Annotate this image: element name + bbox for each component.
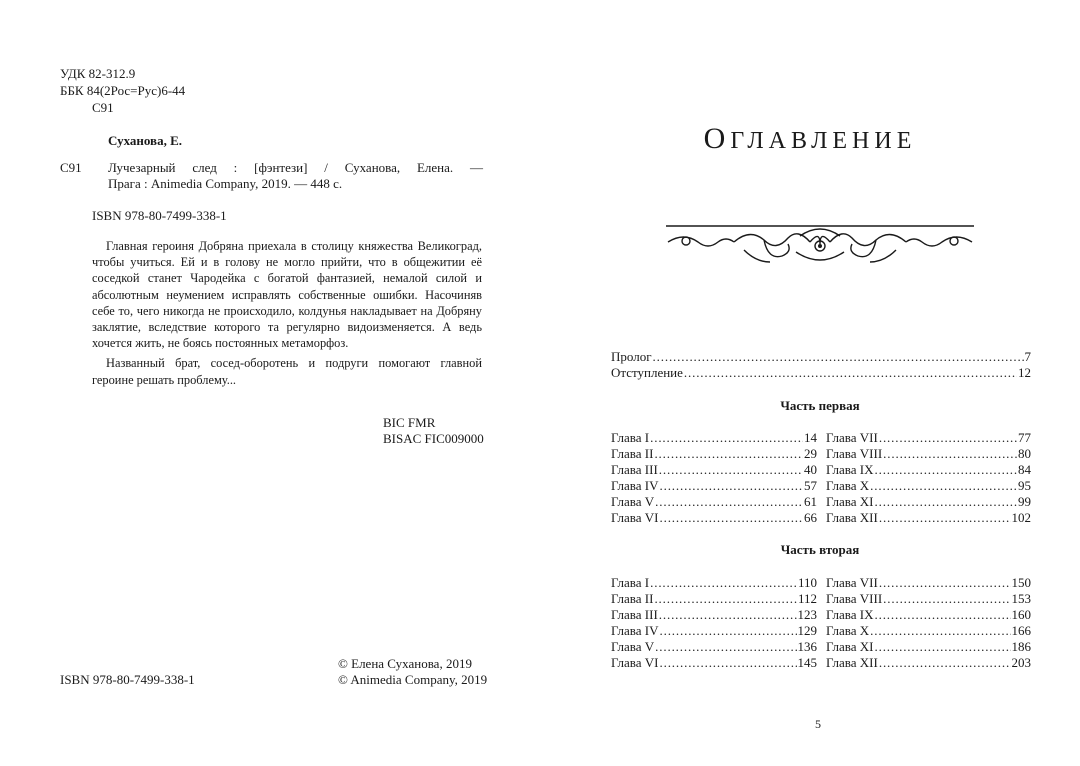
toc-entry-page: 123 xyxy=(797,607,817,622)
toc-entry-label: Глава III xyxy=(611,462,658,477)
toc-entry-page: 129 xyxy=(797,623,817,638)
toc-entry-chapter[interactable] xyxy=(611,494,817,510)
toc-entry-digression[interactable] xyxy=(611,365,1031,381)
toc-entry-chapter[interactable] xyxy=(826,607,1031,623)
toc-entry-page: 12 xyxy=(1018,365,1031,380)
toc-entry-page: 166 xyxy=(1011,623,1031,638)
bbk-code: ББК 84(2Рос=Рус)6-44 xyxy=(60,83,186,98)
toc-entry-page: 160 xyxy=(1011,607,1031,622)
page-number: 5 xyxy=(815,717,821,731)
annotation xyxy=(92,238,482,392)
toc-entry-chapter[interactable] xyxy=(611,462,817,478)
toc-entry-chapter[interactable] xyxy=(611,591,817,607)
toc-entry-page: 102 xyxy=(1011,510,1031,525)
author-heading: Суханова, Е. xyxy=(108,133,183,148)
toc-entry-page: 153 xyxy=(1011,591,1031,606)
toc-entry-page: 145 xyxy=(797,655,817,670)
toc-entry-chapter[interactable] xyxy=(826,446,1031,462)
ornament-divider-icon xyxy=(664,222,976,270)
toc-entry-page: 110 xyxy=(797,575,817,590)
toc-leader-dots xyxy=(659,607,797,623)
toc-entry-chapter[interactable] xyxy=(826,575,1031,591)
toc-entry-label: Глава XI xyxy=(826,494,874,509)
toc-entry-chapter[interactable] xyxy=(611,510,817,526)
isbn-main: ISBN 978-80-7499-338-1 xyxy=(92,208,227,223)
toc-entry-chapter[interactable] xyxy=(611,623,817,639)
toc-entry-page: 61 xyxy=(804,494,817,509)
toc-entry-label: Глава IX xyxy=(826,607,874,622)
toc-leader-dots xyxy=(879,575,1011,591)
toc-entry-label: Отступление xyxy=(611,365,683,380)
toc-leader-dots xyxy=(870,623,1010,639)
toc-entry-label: Глава I xyxy=(611,575,650,590)
toc-entry-label: Глава IV xyxy=(611,623,659,638)
toc-entry-label: Глава IV xyxy=(611,478,659,493)
toc-entry-chapter[interactable] xyxy=(611,607,817,623)
toc-entry-chapter[interactable] xyxy=(611,478,817,494)
toc-entry-page: 203 xyxy=(1011,655,1031,670)
toc-entry-chapter[interactable] xyxy=(826,591,1031,607)
toc-entry-chapter[interactable] xyxy=(826,494,1031,510)
toc-title xyxy=(540,122,1080,156)
toc-entry-page: 136 xyxy=(797,639,817,654)
toc-leader-dots xyxy=(659,462,803,478)
isbn-bottom: ISBN 978-80-7499-338-1 xyxy=(60,672,195,687)
toc-entry-label: Глава V xyxy=(611,494,655,509)
toc-title-initial: О xyxy=(703,122,731,155)
toc-leader-dots xyxy=(870,478,1017,494)
toc-leader-dots xyxy=(883,446,1017,462)
toc-title-rest: ГЛАВЛЕНИЕ xyxy=(730,128,917,154)
copyright-author: © Елена Суханова, 2019 xyxy=(338,656,472,671)
toc-entry-chapter[interactable] xyxy=(611,575,817,591)
author-mark: С91 xyxy=(92,100,114,115)
toc-entry-label: Глава VIII xyxy=(826,446,883,461)
toc-entry-page: 84 xyxy=(1018,462,1031,477)
toc-entry-label: Глава IX xyxy=(826,462,874,477)
toc-entry-chapter[interactable] xyxy=(826,639,1031,655)
toc-leader-dots xyxy=(879,655,1011,671)
toc-entry-label: Глава III xyxy=(611,607,658,622)
toc-entry-label: Глава X xyxy=(826,478,870,493)
toc-entry-page: 99 xyxy=(1018,494,1031,509)
bic-code: BIC FMR xyxy=(383,415,436,430)
toc-entry-chapter[interactable] xyxy=(826,478,1031,494)
toc-entry-chapter[interactable] xyxy=(611,446,817,462)
toc-leader-dots xyxy=(660,510,804,526)
toc-leader-dots xyxy=(879,430,1017,446)
toc-entry-chapter[interactable] xyxy=(611,655,817,671)
toc-entry-page: 150 xyxy=(1011,575,1031,590)
toc-leader-dots xyxy=(883,591,1010,607)
toc-entry-label: Глава XII xyxy=(826,510,878,525)
bisac-code: BISAC FIC009000 xyxy=(383,431,484,446)
toc-leader-dots xyxy=(879,510,1011,526)
record-code: С91 xyxy=(60,160,82,175)
toc-leader-dots xyxy=(875,494,1018,510)
part-one-heading: Часть первая xyxy=(780,398,860,413)
toc-leader-dots xyxy=(875,639,1011,655)
annotation-paragraph-2: Названный брат, сосед-оборотень и подруги помогают главной героине решать проблему... xyxy=(92,356,482,387)
toc-entry-label: Глава VI xyxy=(611,510,659,525)
toc-entry-chapter[interactable] xyxy=(826,623,1031,639)
toc-entry-prologue[interactable] xyxy=(611,349,1031,365)
toc-entry-page: 57 xyxy=(804,478,817,493)
toc-leader-dots xyxy=(875,462,1018,478)
toc-entry-chapter[interactable] xyxy=(826,510,1031,526)
toc-entry-label: Глава VII xyxy=(826,430,878,445)
toc-leader-dots xyxy=(655,639,796,655)
annotation-paragraph-1: Главная героиня Добряна приехала в столицу княжества Великоград, чтобы учиться. Ей и в голову не могло прийти, что в общежитии её соседкой станет Чародейка с богатой фантазией, немалой силой и абсолютным неумением исправлять собственные ошибки. Насочиняв себе то, чего никогда не происходило, колдунья накладывает на Добряну заклятие, вследствие которого та регулярно видоизменяется. А ведь хочется жить, не боясь постоянных метаморфоз. xyxy=(92,239,482,351)
toc-entry-label: Глава II xyxy=(611,591,654,606)
toc-entry-label: Глава I xyxy=(611,430,650,445)
toc-entry-chapter[interactable] xyxy=(826,655,1031,671)
toc-leader-dots xyxy=(660,655,797,671)
toc-leader-dots xyxy=(660,623,797,639)
toc-leader-dots xyxy=(655,494,803,510)
toc-leader-dots xyxy=(653,349,1024,365)
toc-leader-dots xyxy=(650,430,803,446)
part-two-heading: Часть вторая xyxy=(780,542,860,557)
copyright-publisher: © Animedia Company, 2019 xyxy=(338,672,488,687)
toc-entry-page: 7 xyxy=(1024,349,1031,364)
toc-entry-page: 77 xyxy=(1018,430,1031,445)
toc-entry-label: Пролог xyxy=(611,349,652,364)
toc-leader-dots xyxy=(654,591,797,607)
toc-entry-page: 186 xyxy=(1011,639,1031,654)
toc-entry-label: Глава II xyxy=(611,446,654,461)
toc-entry-page: 66 xyxy=(804,510,817,525)
record-line-1: Лучезарный след : [фэнтези] / Суханова, Елена. — xyxy=(108,160,483,175)
toc-leader-dots xyxy=(875,607,1011,623)
toc-entry-chapter[interactable] xyxy=(826,462,1031,478)
toc-entry-label: Глава XII xyxy=(826,655,878,670)
toc-entry-chapter[interactable] xyxy=(611,639,817,655)
toc-entry-page: 112 xyxy=(797,591,817,606)
toc-leader-dots xyxy=(654,446,803,462)
toc-entry-chapter[interactable] xyxy=(611,430,817,446)
toc-leader-dots xyxy=(660,478,804,494)
toc-entry-label: Глава X xyxy=(826,623,870,638)
toc-leader-dots xyxy=(650,575,797,591)
toc-entry-label: Глава VI xyxy=(611,655,659,670)
toc-entry-label: Глава V xyxy=(611,639,655,654)
toc-entry-chapter[interactable] xyxy=(826,430,1031,446)
toc-entry-page: 95 xyxy=(1018,478,1031,493)
toc-entry-label: Глава XI xyxy=(826,639,874,654)
toc-entry-page: 29 xyxy=(804,446,817,461)
toc-entry-page: 14 xyxy=(804,430,817,445)
udk-code: УДК 82-312.9 xyxy=(60,66,136,81)
toc-entry-page: 40 xyxy=(804,462,817,477)
toc-entry-label: Глава VII xyxy=(826,575,878,590)
toc-entry-label: Глава VIII xyxy=(826,591,883,606)
record-line-2: Прага : Animedia Company, 2019. — 448 с. xyxy=(108,176,343,191)
toc-leader-dots xyxy=(684,365,1017,381)
toc-entry-page: 80 xyxy=(1018,446,1031,461)
